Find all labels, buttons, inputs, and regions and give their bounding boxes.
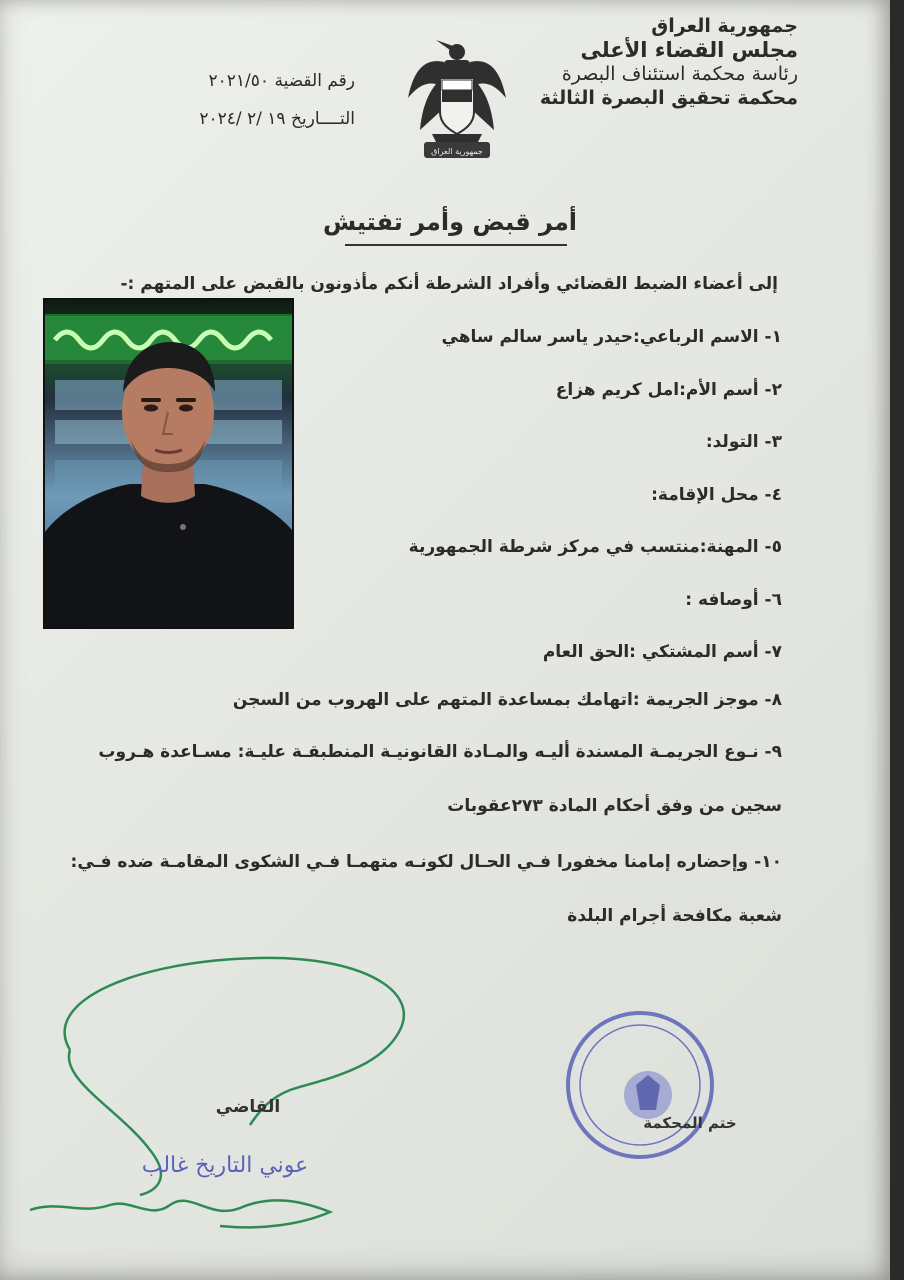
emblem-banner: جمهورية العراق [431,147,483,156]
item-occupation: ٥- المهنة:منتسب في مركز شرطة الجمهورية [408,537,782,557]
header-line-investigation-court: محكمة تحقيق البصرة الثالثة [539,87,798,109]
item-description: ٦- أوصافه : [685,590,782,610]
item-residence: ٤- محل الإقامة: [651,485,782,505]
title-underline [345,244,567,246]
case-date: التــــاريخ ١٩ /٢ /٢٠٢٤ [199,109,355,129]
intro-text: إلى أعضاء الضبط القضائي وأفراد الشرطة أنكم مأذونون بالقبض على المتهم :- [120,274,778,294]
case-info [135,62,355,138]
judge-signature-icon [30,958,404,1227]
court-stamp-icon [568,1013,712,1157]
page-title: أمر قبض وأمر تفتيش [322,208,578,236]
header-line-country: جمهورية العراق [651,15,798,37]
item-mother-name: ٢- أسم الأم:امل كريم هزاع [555,380,782,400]
item-birth: ٣- التولد: [705,432,782,452]
item-department: شعبة مكافحة أجرام البلدة [567,906,782,926]
judge-name: عوني التاريخ غالب [141,1153,309,1178]
iraq-emblem-icon [406,38,508,164]
item-full-name: ١- الاسم الرباعي:حيدر ياسر سالم ساهي [441,327,782,347]
item-complainant: ٧- أسم المشتكي :الحق العام [542,642,782,662]
judge-label: القاضي [215,1097,281,1117]
suspect-photo-image [45,300,292,627]
stamp-label: ختم المحكمة [643,1114,737,1132]
case-number: رقم القضية ٢٠٢١/٥٠ [208,71,355,91]
court-header [498,14,798,110]
item-crime-summary: ٨- موجز الجريمة :اتهامك بمساعدة المتهم على الهروب من السجن [232,690,782,710]
header-line-appeal-court: رئاسة محكمة استئناف البصرة [561,63,798,85]
item-crime-type-continued: سجين من وفق أحكام المادة ٢٧٣عقوبات [447,796,782,816]
header-line-council: مجلس القضاء الأعلى [580,38,798,62]
signature-area [0,930,904,1280]
item-crime-type: ٩- نـوع الجريمـة المسندة أليـه والمـادة القانونيـة المنطبقـة عليـة: مسـاعدة هـروب [98,742,782,762]
item-bring-in: ١٠- وإحضاره إمامنا مخفورا فـي الحـال لكونـه متهمـا فـي الشكوى المقامـة ضده فـي: [70,852,782,872]
suspect-photo [43,298,294,629]
